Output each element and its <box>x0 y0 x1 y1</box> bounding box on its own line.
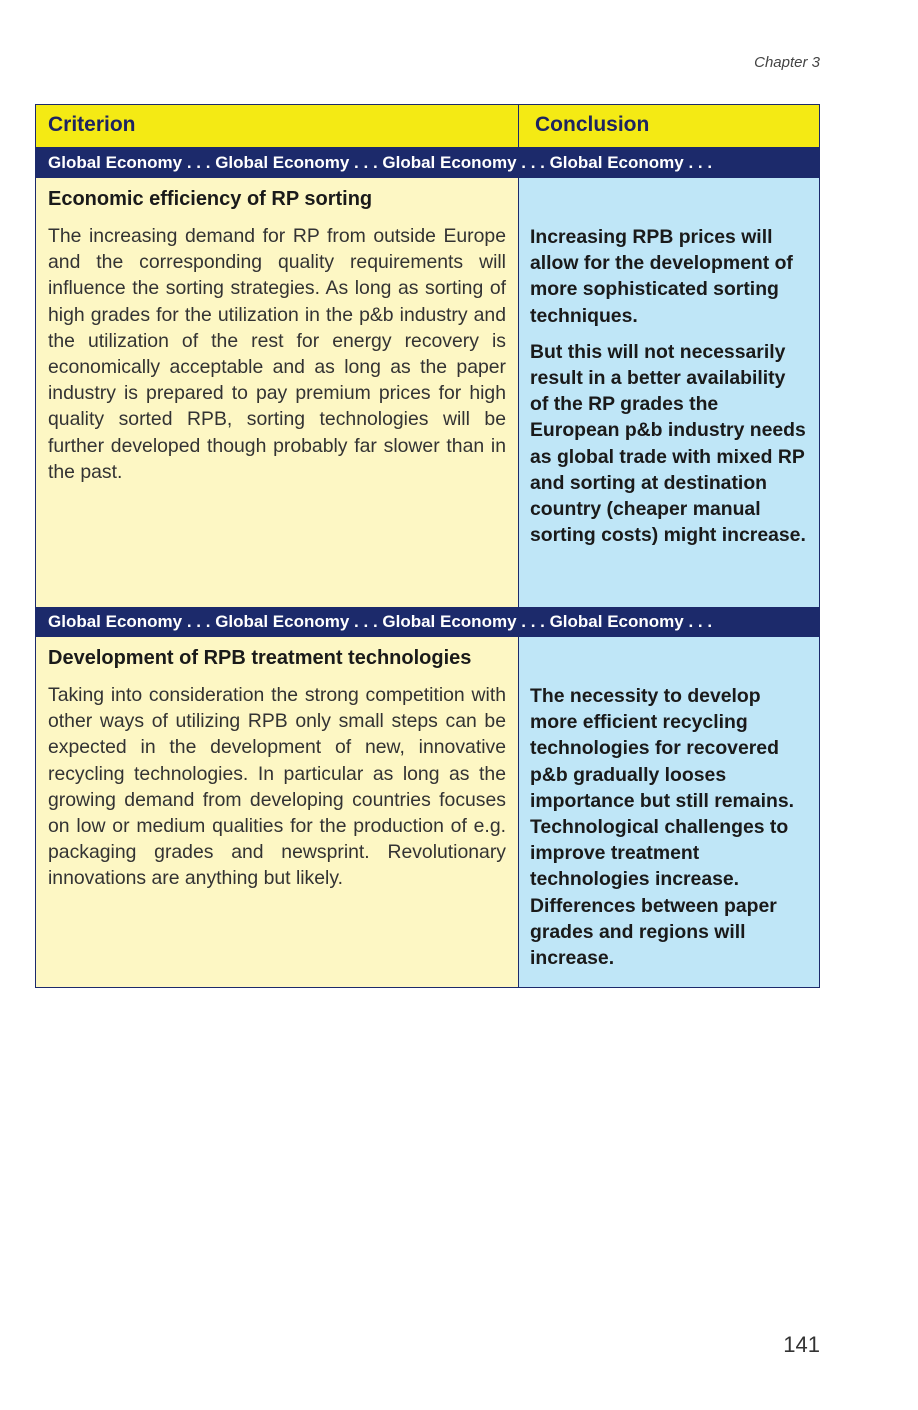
chapter-header: Chapter 3 <box>754 54 820 71</box>
conclusion-text: Increasing RPB prices will allow for the development of more sophisticated sorting techniques. <box>530 226 793 327</box>
conclusion-text: The necessity to develop more efficient recycling technologies for recovered p&b gradually looses importance but still remains. Technological challenges to improve treatment technologies increase. Differences between paper grades and regions will increase. <box>530 685 794 970</box>
criterion-title: Development of RPB treatment technologies <box>48 647 472 669</box>
conclusion-cell <box>519 178 819 607</box>
criterion-text: Taking into consideration the strong competition with other ways of utilizing RPB only small steps can be expected in the development of new, innovative recycling technologies. In particular as long as the growing demand from developing countries focuses on low or medium qualities for the production of e.g. packaging grades and newsprint. Revolutionary innovations are anything but likely. <box>48 684 506 890</box>
table-row <box>36 178 819 607</box>
page-number: 141 <box>783 1332 820 1357</box>
criterion-title: Economic efficiency of RP sorting <box>48 188 373 210</box>
criteria-table <box>35 104 820 988</box>
criterion-cell <box>36 637 519 987</box>
criterion-text: The increasing demand for RP from outside Europe and the corresponding quality requirements will influence the sorting strategies. As long as sorting of high grades for the utilization in the p&b industry and the utilization of the rest for energy recovery is economically acceptable and as long as the paper industry is prepared to pay premium prices for high quality sorted RPB, sorting technologies will be further developed though probably far slower than in the past. <box>48 225 506 483</box>
table-header-row <box>36 105 819 148</box>
criterion-header: Criterion <box>36 105 519 147</box>
criterion-cell <box>36 178 519 607</box>
conclusion-text: But this will not necessarily result in a better availability of the RP grades the European p&b industry needs as global trade with mixed RP and sorting at destination country (cheaper manual sorting costs) might increase. <box>530 340 806 547</box>
table-row <box>36 637 819 987</box>
section-band: Global Economy . . . Global Economy . . . Global Economy . . . Global Economy . . . <box>36 148 819 178</box>
conclusion-cell <box>519 637 819 987</box>
section-band: Global Economy . . . Global Economy . . . Global Economy . . . Global Economy . . . <box>36 607 819 637</box>
conclusion-header: Conclusion <box>535 113 650 136</box>
